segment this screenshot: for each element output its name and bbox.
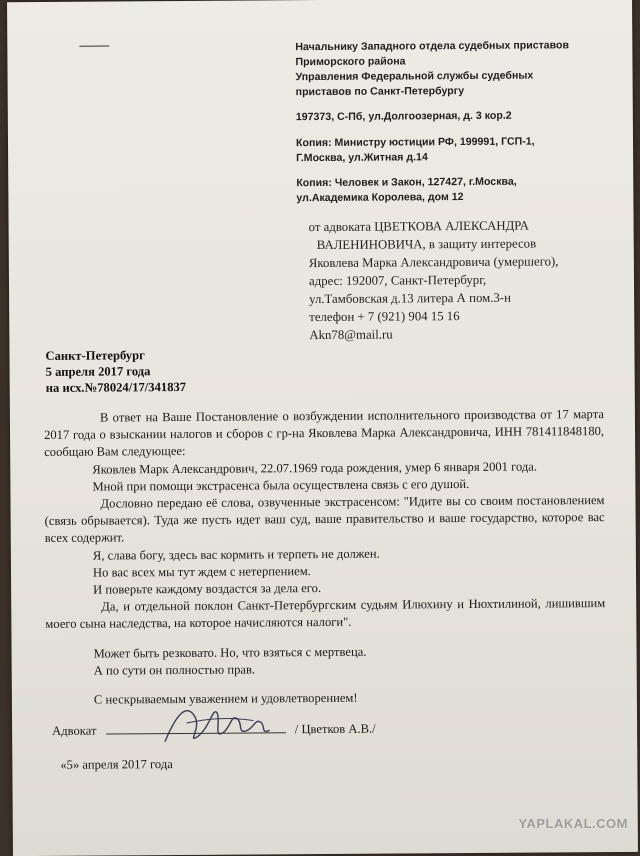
paragraph: Но вас всех мы тут ждем с нетерпением. xyxy=(92,563,311,580)
document-page xyxy=(7,0,638,856)
lawyer-line: адрес: 192007, Санкт-Петербург, xyxy=(308,272,487,289)
paragraph: И поверьте каждому воздастся за дела его. xyxy=(93,581,322,597)
addressee-line: приставов по Санкт-Петербургу xyxy=(295,85,465,99)
closing: С нескрываемым уважением и удовлетворением! xyxy=(93,690,358,707)
reference-number: на исх.№78024/17/341837 xyxy=(45,379,187,395)
copy-line: ул.Академика Королева, дом 12 xyxy=(296,191,464,205)
paragraph: Яковлев Марк Александрович, 22.07.1969 года рождения, умер 6 января 2001 года. xyxy=(92,459,538,477)
addressee-line: Управления Федеральной службы судебных xyxy=(295,69,534,84)
addressee-line: Начальнику Западного отдела судебных приставов xyxy=(295,39,570,54)
place-city: Санкт-Петербург xyxy=(45,348,145,363)
site-watermark: YAPLAKAL.COM xyxy=(518,816,628,831)
addressee-address: 197373, С-Пб, ул.Долгоозерная, д. 3 кор.2 xyxy=(295,109,512,124)
lawyer-line: от адвоката ЦВЕТКОВА АЛЕКСАНДРА xyxy=(308,218,530,235)
letter-body xyxy=(44,406,606,709)
copy-block-1 xyxy=(296,135,535,167)
lawyer-block xyxy=(309,216,560,344)
place-date: 5 апреля 2017 года xyxy=(45,364,151,379)
signature-line xyxy=(106,722,286,734)
copy-line: Г.Москва, ул.Житная д.14 xyxy=(296,151,428,165)
signature-date: «5» апреля 2017 года xyxy=(60,757,173,772)
paragraph: Мной при помощи экстрасенса была осуществлена связь с его душой. xyxy=(92,476,470,494)
paragraph: Дословно передаю её слова, озвученные экстрасенсом: "Идите вы со своим постановлением (связь обрывается). Туда же пусть идет ваш суд, ваше правительство и ваше государство, которое вас всех содержит. xyxy=(44,493,605,546)
paragraph: А по сути он полностью прав. xyxy=(93,662,256,678)
copy-block-2 xyxy=(296,175,517,207)
lawyer-line: ул.Тамбовская д.13 литера А пом.3-н xyxy=(309,290,511,307)
place-date-block xyxy=(45,347,186,396)
lawyer-line: Яковлева Марка Александровича (умершего), xyxy=(308,254,559,271)
paragraph: Я, слава богу, здесь вас кормить и терпеть не должен. xyxy=(92,546,380,563)
corner-dash xyxy=(79,45,109,46)
paragraph: Может быть резковато. Но, что взяться с мертвеца. xyxy=(93,644,367,661)
copy-line: Копия: Министру юстиции РФ, 199991, ГСП-1, xyxy=(295,135,535,150)
lawyer-line: телефон + 7 (921) 904 15 16 xyxy=(309,309,460,325)
lawyer-email: Akn78@mail.ru xyxy=(309,327,393,343)
signature-name: / Цветков А.В./ xyxy=(294,721,376,737)
addressee-line: Приморского района xyxy=(295,55,406,69)
lawyer-line: ВАЛЕНИНОВИЧА, в защиту интересов xyxy=(316,236,537,253)
copy-line: Копия: Человек и Закон, 127427, г.Москва, xyxy=(296,175,517,190)
signature-row xyxy=(52,722,376,739)
paragraph: В ответ на Ваше Постановление о возбуждении исполнительного производства от 17 марта 2017 года о взыскании налогов и сборов с гр-на Яковлева Марка Александровича, ИНН 781411848180, сообщаю Вам следующее: xyxy=(44,407,605,460)
signature-role: Адвокат xyxy=(52,723,97,738)
addressee-block xyxy=(295,38,569,125)
paragraph: Да, и отдельной поклон Санкт-Петербургским судьям Илюхину и Нюхтилиной, лишившим моего сына наследства, на которое начисляются налоги". xyxy=(45,596,606,632)
